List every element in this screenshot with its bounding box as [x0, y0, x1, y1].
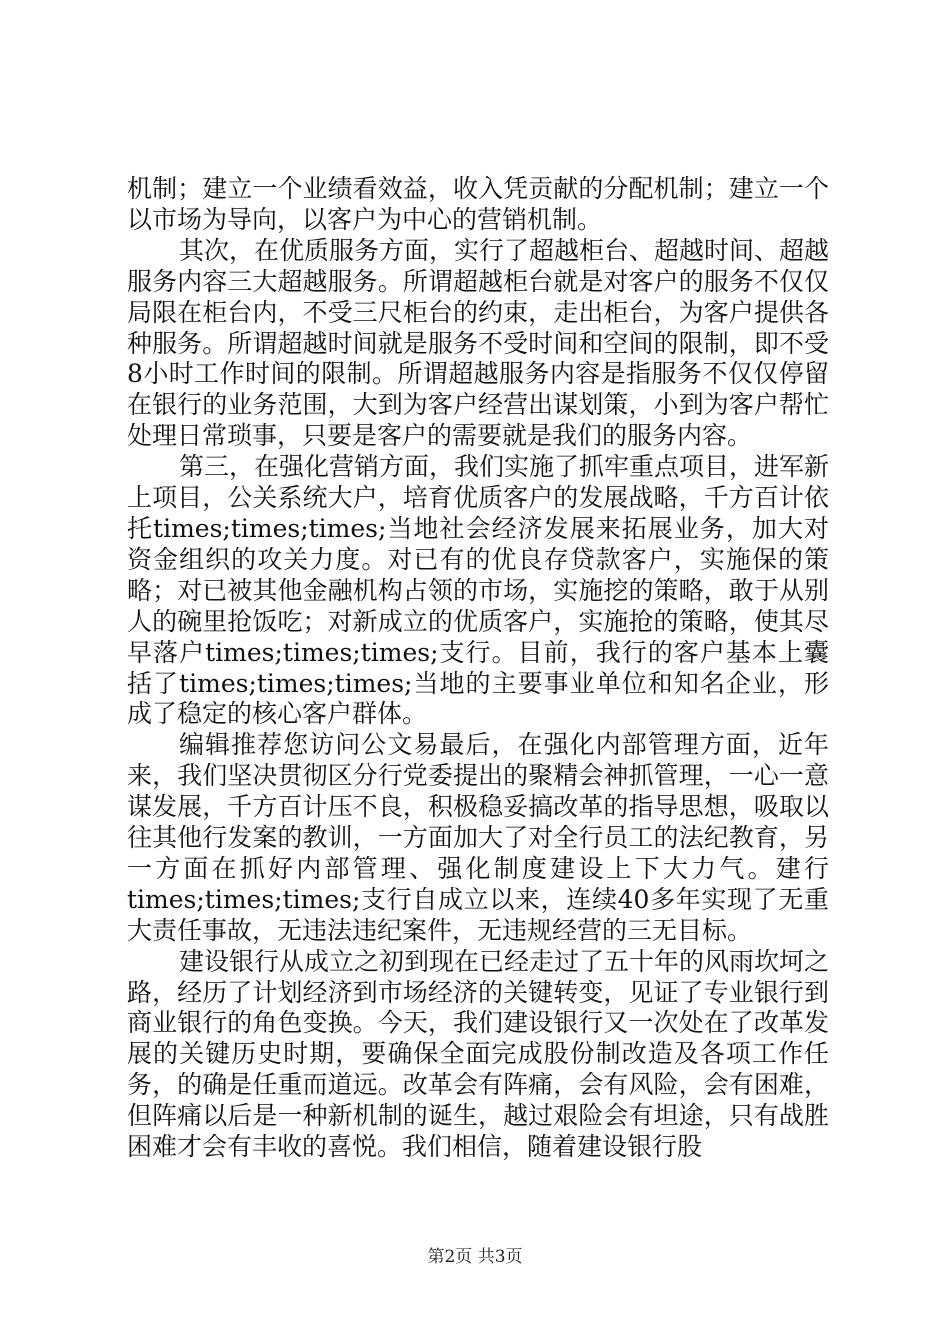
page-number-footer: 第2页 共3页	[427, 1247, 523, 1267]
paragraph-1: 机制；建立一个业绩看效益，收入凭贡献的分配机制；建立一个以市场为导向，以客户为中心的营销机制。	[127, 174, 829, 234]
paragraph-5: 建设银行从成立之初到现在已经走过了五十年的风雨坎坷之路，经历了计划经济到市场经济的关键转变，见证了专业银行到商业银行的角色变换。今天，我们建设银行又一次处在了改革发展的关键历史时期，要确保全面完成股份制改造及各项工作任务，的确是任重而道远。改革会有阵痛，会有风险，会有困难，但阵痛以后是一种新机制的诞生，越过艰险会有坦途，只有战胜困难才会有丰收的喜悦。我们相信，随着建设银行股	[127, 946, 830, 1162]
paragraph-3: 第三，在强化营销方面，我们实施了抓牢重点项目，进军新上项目，公关系统大户，培育优质客户的发展战略，千方百计依托times;times;times;当地社会经济发展来拓展业务，加大对资金组织的攻关力度。对已有的优良存贷款客户，实施保的策略；对已被其他金融机构占领的市场，实施挖的策略，敢于从别人的碗里抢饭吃；对新成立的优质客户，实施抢的策略，使其尽早落户times;times;times;支行。目前，我行的客户基本上囊括了times;times;times;当地的主要事业单位和知名企业，形成了稳定的核心客户群体。	[127, 452, 830, 729]
document-body	[127, 174, 829, 1163]
paragraph-2: 其次，在优质服务方面，实行了超越柜台、超越时间、超越服务内容三大超越服务。所谓超越柜台就是对客户的服务不仅仅局限在柜台内，不受三尺柜台的约束，走出柜台，为客户提供各种服务。所谓超越时间就是服务不受时间和空间的限制，即不受8小时工作时间的限制。所谓超越服务内容是指服务不仅仅停留在银行的业务范围，大到为客户经营出谋划策，小到为客户帮忙处理日常琐事，只要是客户的需要就是我们的服务内容。	[127, 235, 830, 451]
paragraph-4: 编辑推荐您访问公文易最后，在强化内部管理方面，近年来，我们坚决贯彻区分行党委提出的聚精会神抓管理，一心一意谋发展，千方百计压不良，积极稳妥搞改革的指导思想，吸取以往其他行发案的教训，一方面加大了对全行员工的法纪教育，另一方面在抓好内部管理、强化制度建设上下大力气。建行times;times;times;支行自成立以来，连续40多年实现了无重大责任事故，无违法违纪案件，无违规经营的三无目标。	[127, 730, 829, 945]
